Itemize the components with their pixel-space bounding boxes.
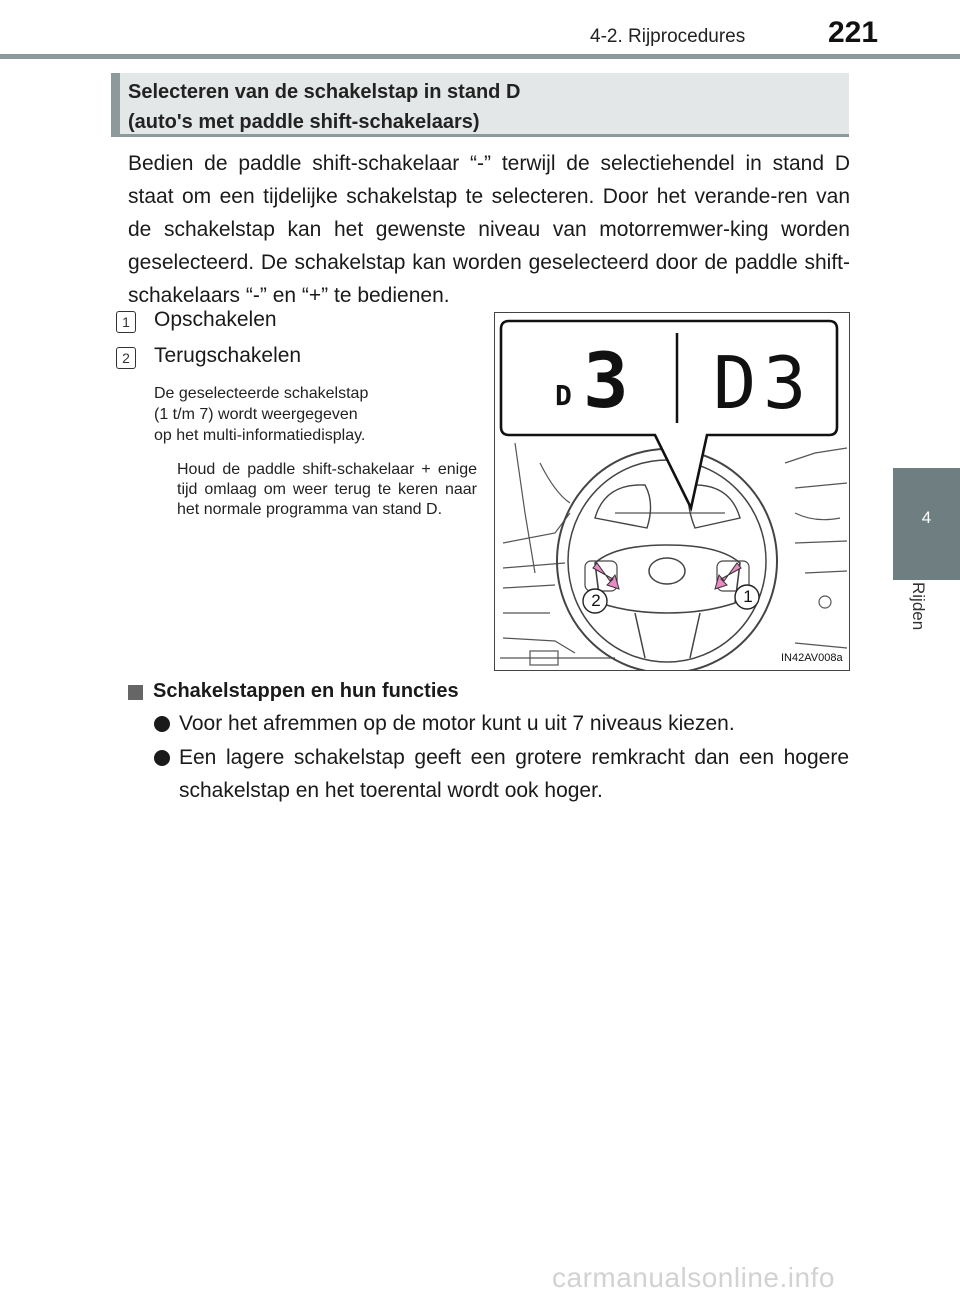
step-1-badge: 1 xyxy=(116,311,136,333)
note-line-2: (1 t/m 7) wordt weergegeven xyxy=(154,406,358,423)
header-section-title: 4-2. Rijprocedures xyxy=(590,26,746,47)
figure-code: IN42AV008a xyxy=(781,652,843,664)
steering-wheel-figure xyxy=(494,312,850,671)
display-small-gear: 3 xyxy=(583,336,629,425)
note-line-1: De geselecteerde schakelstap xyxy=(154,385,369,402)
gear-function-item-2: Een lagere schakelstap geeft een grotere remkracht dan een hogere schakelstap en het toerental wordt ook hoger. xyxy=(179,746,849,802)
gear-functions-heading: Schakelstappen en hun functies xyxy=(153,680,459,702)
header-rule xyxy=(0,54,960,59)
display-small-d: D xyxy=(555,379,572,412)
watermark: carmanualsonline.info xyxy=(552,1262,835,1293)
page-number: 221 xyxy=(828,16,879,49)
left-gauge xyxy=(595,485,651,528)
chapter-tab-number: 4 xyxy=(921,508,932,527)
right-gauge xyxy=(688,485,740,528)
display-large-gear: 3 xyxy=(763,341,807,425)
bullet-dot-icon xyxy=(154,716,170,732)
bullet-dot-icon xyxy=(154,750,170,766)
steering-wheel-rim xyxy=(557,449,777,670)
emblem xyxy=(649,558,685,584)
step-2-badge: 2 xyxy=(116,347,136,369)
note-line-3: op het multi-informatiedisplay. xyxy=(154,427,366,444)
callout-1-label: 1 xyxy=(743,587,753,606)
square-bullet-icon xyxy=(128,685,143,700)
dashboard-lines xyxy=(500,443,847,665)
chapter-label-text: Rijden xyxy=(909,582,928,631)
note-indent-paragraph: Houd de paddle shift-schakelaar + enige tijd omlaag om weer terug te keren naar het normale programma van stand D. xyxy=(177,461,477,518)
section-title-line-1: Selecteren van de schakelstap in stand D xyxy=(128,81,521,103)
callout-2-label: 2 xyxy=(591,591,601,610)
chapter-label xyxy=(902,582,942,642)
gear-function-item-1: Voor het afremmen op de motor kunt u uit 7 niveaus kiezen. xyxy=(179,712,735,735)
section-title-line-2: (auto's met paddle shift-schakelaars) xyxy=(128,111,480,133)
step-2-label: Terugschakelen xyxy=(154,344,302,367)
display-large-d: D xyxy=(713,341,757,425)
step-1-label: Opschakelen xyxy=(154,308,277,331)
intro-paragraph: Bedien de paddle shift-schakelaar “-” terwijl de selectiehendel in stand D staat om een tijdelijke schakelstap te selecteren. Door het verande-ren van de schakelstap kan het gewenste niveau van motorremwer-king worden geselecteerd. De schakelstap kan worden geselecteerd door de paddle shift-schakelaars “-” en “+” te bedienen. xyxy=(128,152,850,307)
